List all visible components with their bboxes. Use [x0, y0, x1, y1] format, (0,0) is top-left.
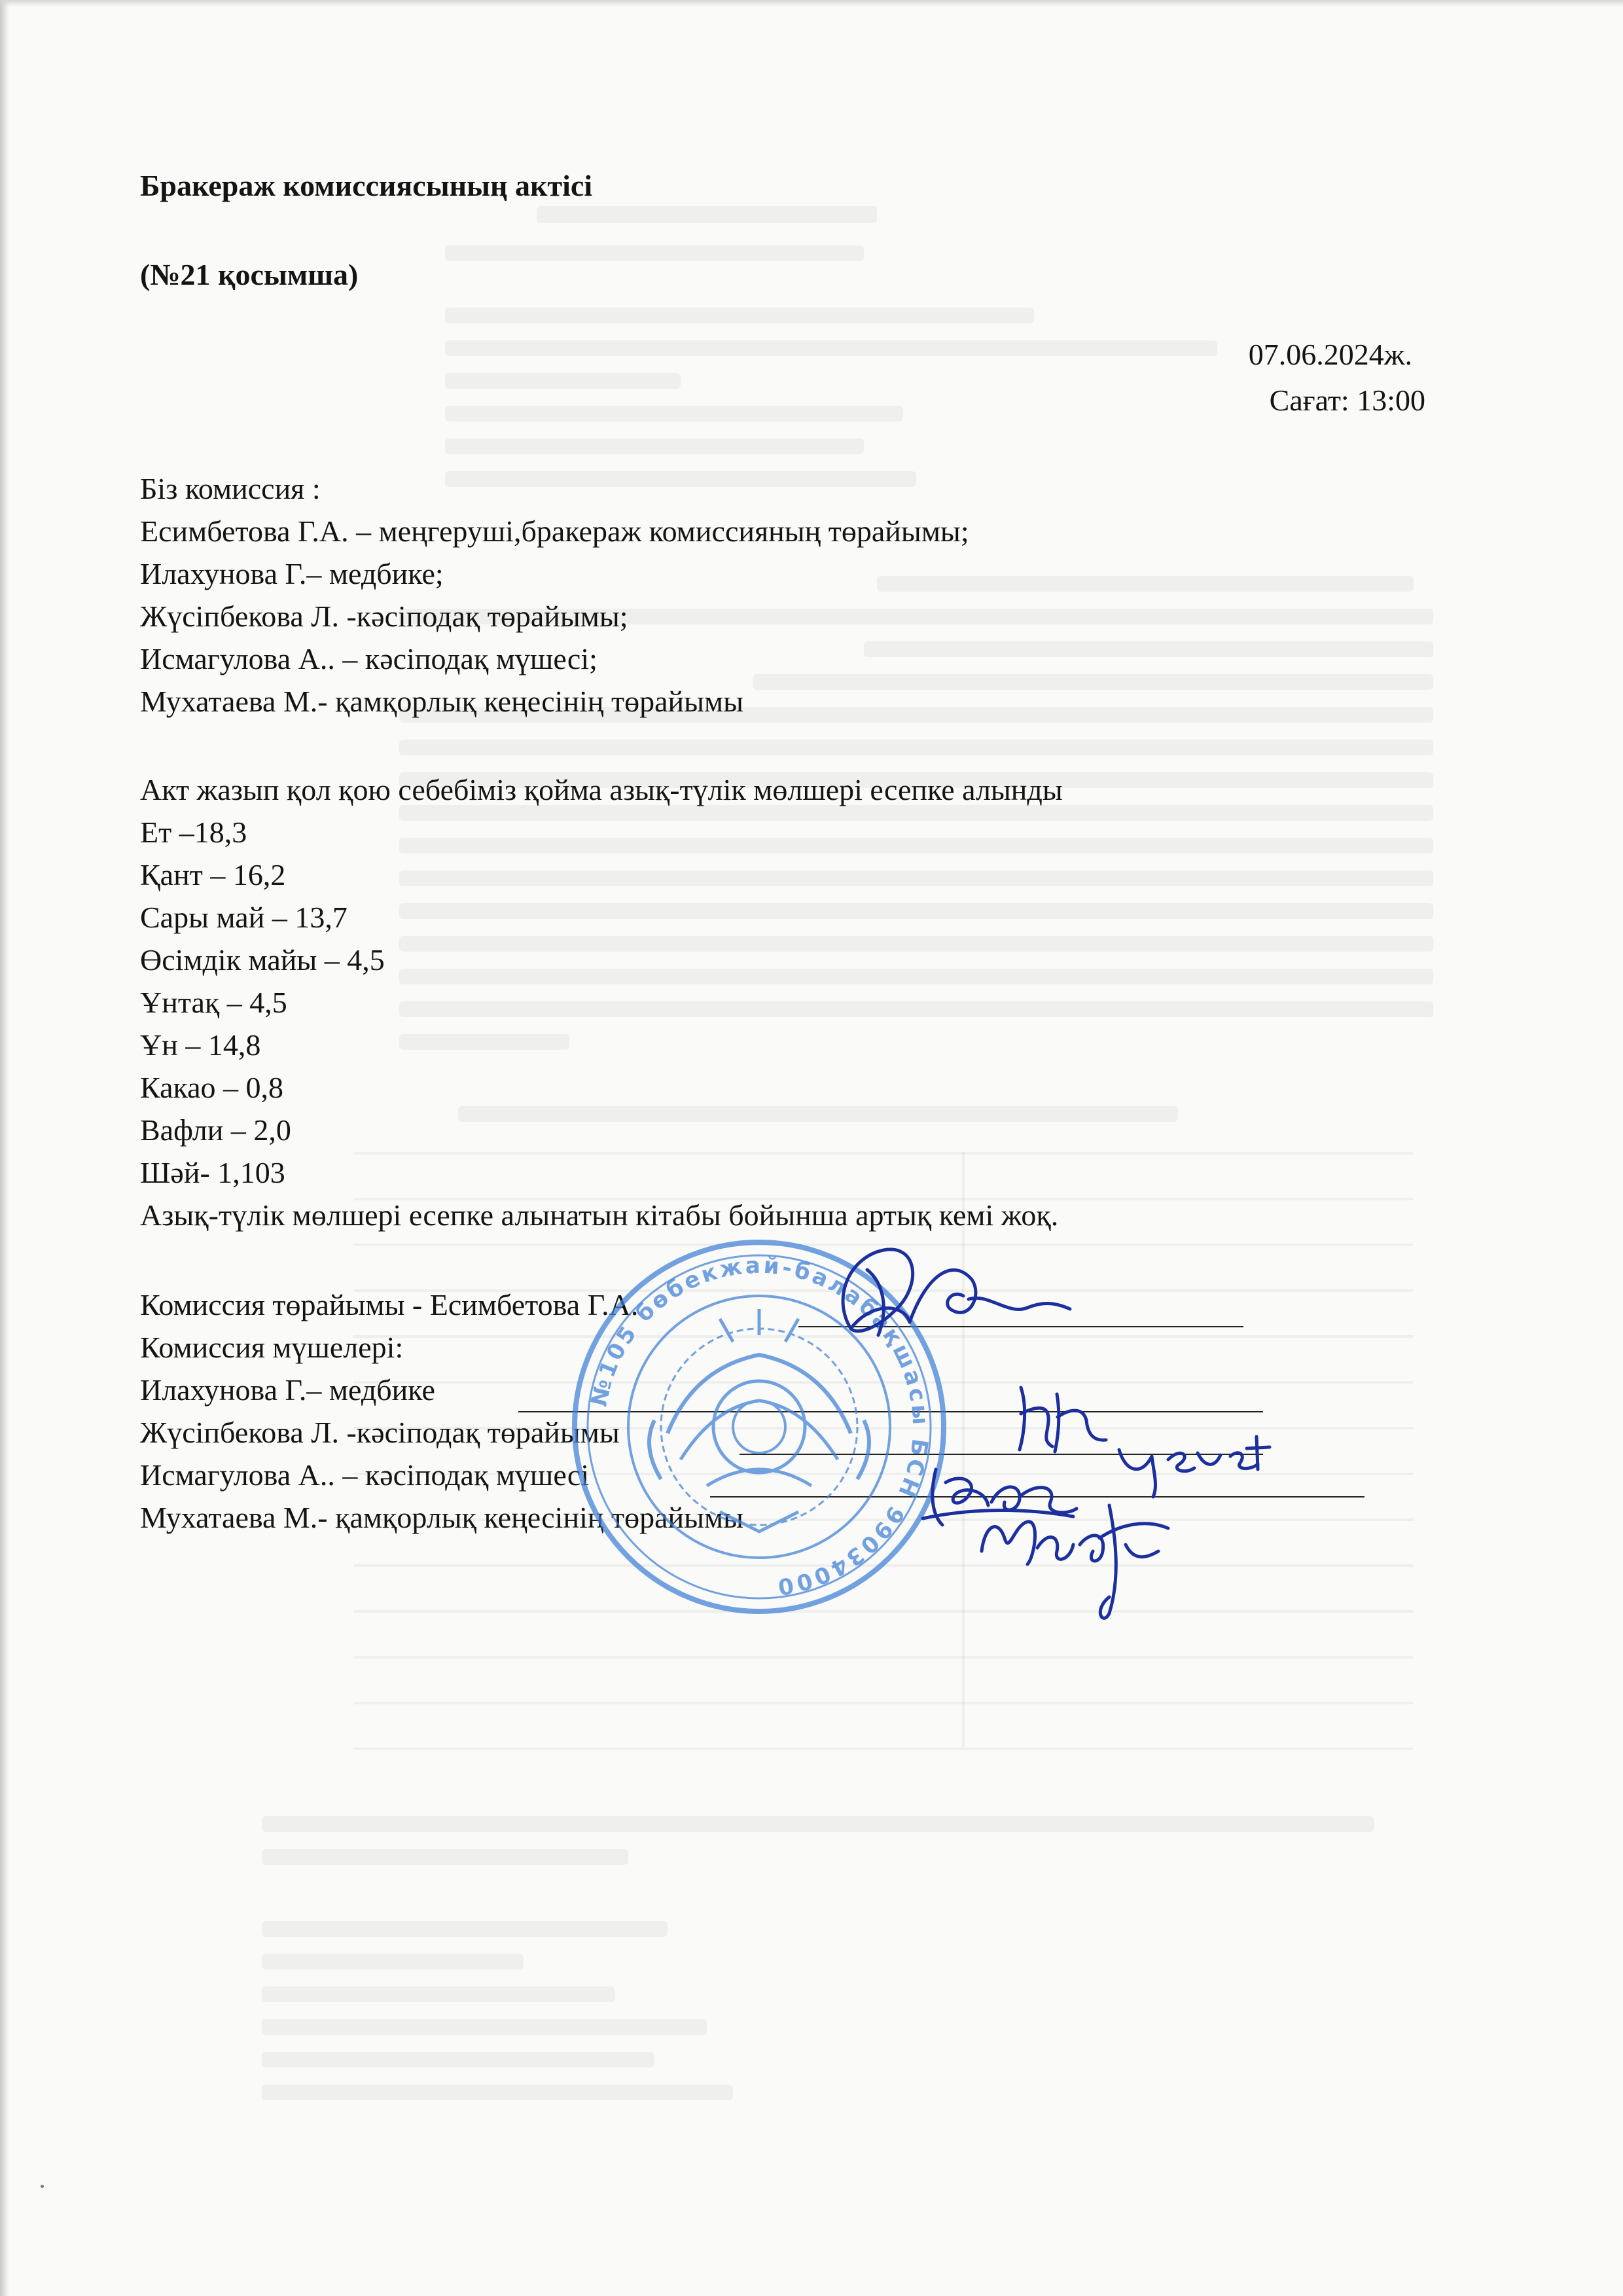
commission-member: Исмагулова А.. – кәсіподақ мүшесі;	[140, 642, 597, 675]
member-signature-label: Мухатаева М.- қамқорлық кеңесінің төрайымы	[140, 1501, 744, 1534]
member-signature	[969, 1499, 1185, 1630]
member-signature	[1106, 1424, 1276, 1502]
commission-member: Жүсіпбекова Л. -кәсіподақ төрайымы;	[140, 600, 628, 633]
scan-edge	[0, 0, 9, 2296]
chair-signature-label: Комиссия төрайымы - Есимбетова Г.А.	[140, 1288, 639, 1321]
document-time: Сағат: 13:00	[1269, 384, 1425, 417]
commission-intro: Біз комиссия :	[140, 472, 321, 505]
inventory-item: Қант – 16,2	[140, 858, 286, 891]
commission-member: Мухатаева М.- қамқорлық кеңесінің төрайымы	[140, 685, 744, 718]
act-conclusion: Азық-түлік мөлшері есепке алынатын кітабы бойынша артық кемі жоқ.	[140, 1198, 1059, 1232]
member-signature-label: Жүсіпбекова Л. -кәсіподақ төрайымы	[140, 1416, 620, 1449]
act-reason: Акт жазып қол қою себебіміз қойма азық-түлік мөлшері есепке алынды	[140, 773, 1063, 806]
member-signature-label: Исмагулова А.. – кәсіподақ мүшесі	[140, 1458, 590, 1492]
scan-edge	[0, 0, 1623, 7]
inventory-item: Шәй- 1,103	[140, 1156, 285, 1189]
scan-speck	[41, 2185, 44, 2188]
commission-member: Есимбетова Г.А. – меңгеруші,бракераж комиссияның төрайымы;	[140, 514, 969, 548]
appendix-label: (№21 қосымша)	[140, 258, 359, 291]
commission-member: Илахунова Г.– медбике;	[140, 557, 444, 590]
stamp-text: №105 бөбекжай-балабақшасы БСН 99034000	[586, 1252, 934, 1600]
inventory-item: Сары май – 13,7	[140, 901, 348, 934]
inventory-item: Өсімдік майы – 4,5	[140, 943, 385, 977]
inventory-item: Вафли – 2,0	[140, 1113, 291, 1147]
inventory-item: Ет –18,3	[140, 816, 247, 849]
chair-signature	[812, 1230, 1086, 1381]
member-signature-label: Илахунова Г.– медбике	[140, 1373, 435, 1407]
inventory-item: Ұн – 14,8	[140, 1028, 261, 1062]
inventory-item: Ұнтақ – 4,5	[140, 986, 287, 1019]
document-title: Бракераж комиссиясының актісі	[140, 169, 593, 202]
members-heading: Комиссия мүшелері:	[140, 1331, 404, 1364]
document-date: 07.06.2024ж.	[1248, 338, 1412, 371]
inventory-item: Какао – 0,8	[140, 1071, 284, 1104]
